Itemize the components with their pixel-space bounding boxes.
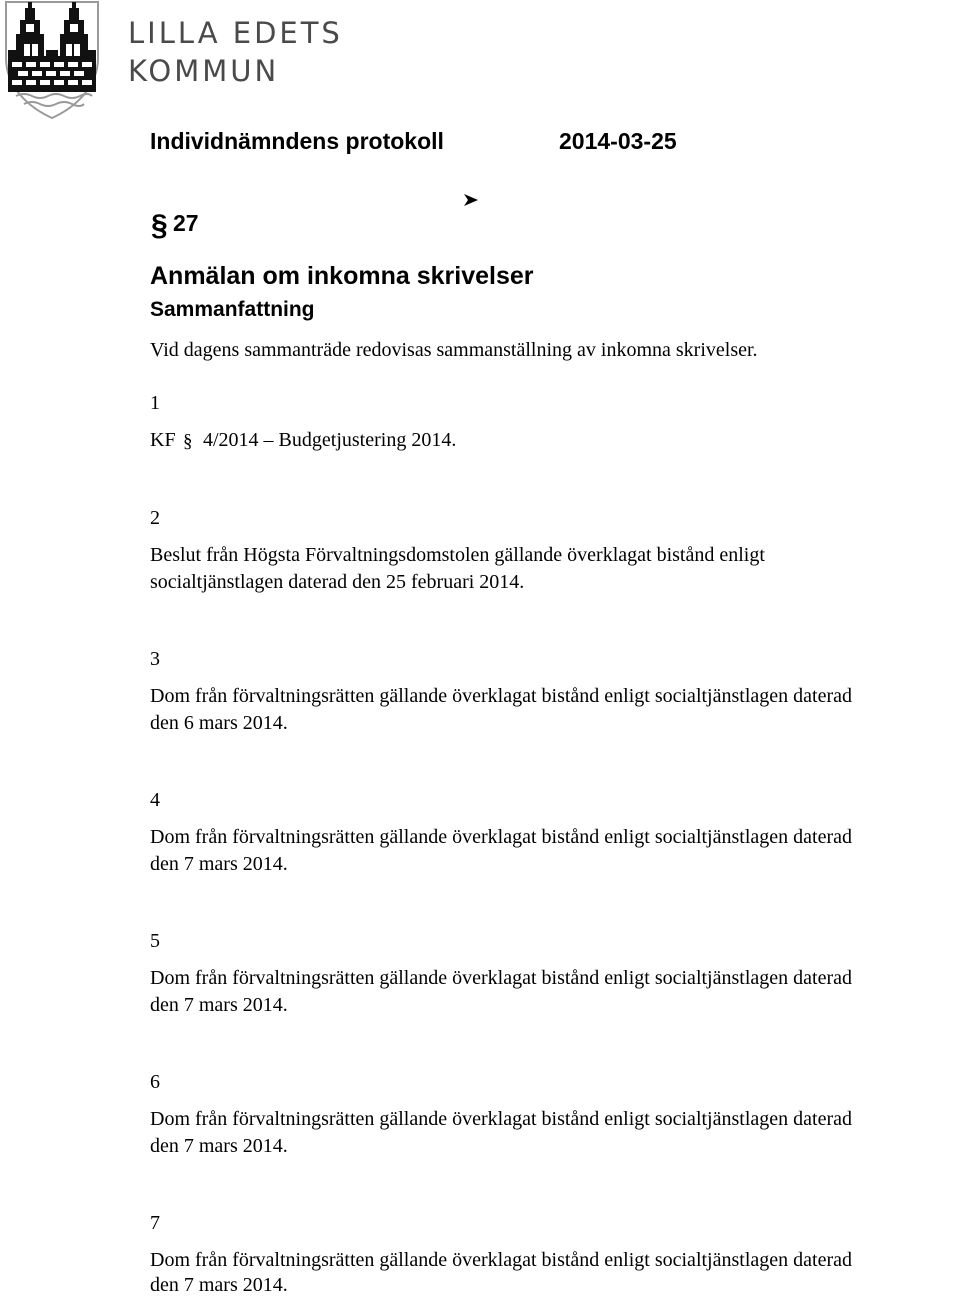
svg-text:§: § bbox=[151, 209, 168, 242]
item-number-5: 5 bbox=[150, 930, 160, 952]
item-6-line-2: den 7 mars 2014. bbox=[150, 1135, 288, 1157]
logo-text-line-2: KOMMUN bbox=[128, 54, 280, 88]
section-sign-icon-small bbox=[183, 430, 195, 452]
arrow-bullet-icon bbox=[462, 192, 480, 208]
section-heading: Anmälan om inkomna skrivelser bbox=[150, 262, 534, 290]
summary-text: Vid dagens sammanträde redovisas sammanställning av inkomna skrivelser. bbox=[150, 339, 758, 361]
logo-text-line-1: LILLA EDETS bbox=[128, 16, 343, 50]
section-sign-icon bbox=[150, 205, 172, 243]
coat-of-arms-logo bbox=[2, 0, 102, 120]
item-number-4: 4 bbox=[150, 789, 160, 811]
item-number-2: 2 bbox=[150, 507, 160, 529]
section-number: 27 bbox=[173, 210, 199, 236]
item-number-3: 3 bbox=[150, 648, 160, 670]
summary-heading: Sammanfattning bbox=[150, 298, 315, 321]
item-7-line-2: den 7 mars 2014. bbox=[150, 1274, 288, 1296]
item-2-line-1: Beslut från Högsta Förvaltningsdomstolen gällande överklagat bistånd enligt bbox=[150, 544, 765, 566]
document-date: 2014-03-25 bbox=[559, 128, 677, 154]
item-7-line-1: Dom från förvaltningsrätten gällande överklagat bistånd enligt socialtjänstlagen daterad bbox=[150, 1249, 852, 1271]
item-5-line-2: den 7 mars 2014. bbox=[150, 994, 288, 1016]
item-number-7: 7 bbox=[150, 1212, 160, 1234]
item-2-line-2: socialtjänstlagen daterad den 25 februari 2014. bbox=[150, 571, 525, 593]
item-5-line-1: Dom från förvaltningsrätten gällande överklagat bistånd enligt socialtjänstlagen daterad bbox=[150, 967, 852, 989]
item-number-1: 1 bbox=[150, 392, 160, 414]
item-number-6: 6 bbox=[150, 1071, 160, 1093]
item-3-line-2: den 6 mars 2014. bbox=[150, 712, 288, 734]
item-4-line-2: den 7 mars 2014. bbox=[150, 853, 288, 875]
item-3-line-1: Dom från förvaltningsrätten gällande överklagat bistånd enligt socialtjänstlagen daterad bbox=[150, 685, 852, 707]
svg-text:§: § bbox=[183, 431, 193, 452]
item-1-prefix: KF bbox=[150, 429, 176, 451]
document-title: Individnämndens protokoll bbox=[150, 128, 444, 154]
item-6-line-1: Dom från förvaltningsrätten gällande överklagat bistånd enligt socialtjänstlagen daterad bbox=[150, 1108, 852, 1130]
item-4-line-1: Dom från förvaltningsrätten gällande överklagat bistånd enligt socialtjänstlagen daterad bbox=[150, 826, 852, 848]
item-1-text: 4/2014 – Budgetjustering 2014. bbox=[203, 429, 457, 451]
